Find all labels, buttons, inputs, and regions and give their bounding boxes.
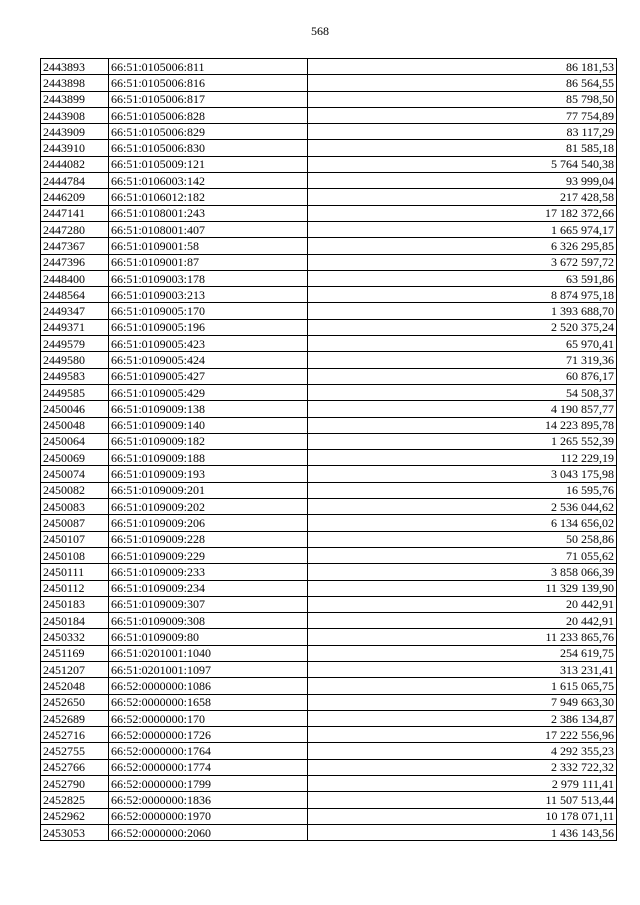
table-row bbox=[41, 417, 617, 433]
value-cell: 1 265 552,39 bbox=[308, 433, 617, 449]
cadastral-number-cell: 66:51:0109001:58 bbox=[109, 238, 308, 254]
value-cell: 1 665 974,17 bbox=[308, 221, 617, 237]
cadastral-number-cell: 66:51:0109009:206 bbox=[109, 515, 308, 531]
cadastral-number-cell: 66:51:0109005:429 bbox=[109, 384, 308, 400]
table-row bbox=[41, 59, 617, 75]
data-table bbox=[40, 58, 617, 841]
row-id-cell: 2449585 bbox=[41, 384, 109, 400]
cadastral-number-cell: 66:51:0109005:170 bbox=[109, 303, 308, 319]
value-cell: 217 428,58 bbox=[308, 189, 617, 205]
cadastral-number-cell: 66:51:0105006:816 bbox=[109, 75, 308, 91]
table-row bbox=[41, 808, 617, 824]
table-row bbox=[41, 759, 617, 775]
row-id-cell: 2450069 bbox=[41, 450, 109, 466]
table-row bbox=[41, 91, 617, 107]
value-cell: 17 222 556,96 bbox=[308, 727, 617, 743]
cadastral-number-cell: 66:51:0108001:243 bbox=[109, 205, 308, 221]
value-cell: 86 564,55 bbox=[308, 75, 617, 91]
table-row bbox=[41, 401, 617, 417]
cadastral-number-cell: 66:51:0105006:829 bbox=[109, 124, 308, 140]
value-cell: 17 182 372,66 bbox=[308, 205, 617, 221]
value-cell: 2 386 134,87 bbox=[308, 710, 617, 726]
table-row bbox=[41, 287, 617, 303]
table-row bbox=[41, 75, 617, 91]
table-row bbox=[41, 580, 617, 596]
cadastral-number-cell: 66:52:0000000:1086 bbox=[109, 678, 308, 694]
row-id-cell: 2450183 bbox=[41, 596, 109, 612]
cadastral-number-cell: 66:51:0105009:121 bbox=[109, 156, 308, 172]
value-cell: 11 233 865,76 bbox=[308, 629, 617, 645]
table-row bbox=[41, 661, 617, 677]
row-id-cell: 2443898 bbox=[41, 75, 109, 91]
table-row bbox=[41, 564, 617, 580]
cadastral-number-cell: 66:51:0109009:80 bbox=[109, 629, 308, 645]
table-row bbox=[41, 547, 617, 563]
value-cell: 2 332 722,32 bbox=[308, 759, 617, 775]
cadastral-number-cell: 66:51:0109009:229 bbox=[109, 547, 308, 563]
table-row bbox=[41, 433, 617, 449]
table-row bbox=[41, 173, 617, 189]
row-id-cell: 2453053 bbox=[41, 824, 109, 840]
value-cell: 85 798,50 bbox=[308, 91, 617, 107]
table-row bbox=[41, 710, 617, 726]
table-row bbox=[41, 221, 617, 237]
table-body bbox=[41, 59, 617, 841]
value-cell: 3 043 175,98 bbox=[308, 466, 617, 482]
value-cell: 81 585,18 bbox=[308, 140, 617, 156]
cadastral-number-cell: 66:51:0109009:201 bbox=[109, 482, 308, 498]
row-id-cell: 2447141 bbox=[41, 205, 109, 221]
table-row bbox=[41, 645, 617, 661]
value-cell: 71 055,62 bbox=[308, 547, 617, 563]
value-cell: 6 134 656,02 bbox=[308, 515, 617, 531]
row-id-cell: 2450108 bbox=[41, 547, 109, 563]
cadastral-number-cell: 66:51:0105006:811 bbox=[109, 59, 308, 75]
cadastral-number-cell: 66:51:0109009:308 bbox=[109, 613, 308, 629]
table-row bbox=[41, 694, 617, 710]
cadastral-number-cell: 66:51:0109005:427 bbox=[109, 368, 308, 384]
row-id-cell: 2452766 bbox=[41, 759, 109, 775]
cadastral-number-cell: 66:51:0106003:142 bbox=[109, 173, 308, 189]
row-id-cell: 2450046 bbox=[41, 401, 109, 417]
table-row bbox=[41, 140, 617, 156]
table-row bbox=[41, 629, 617, 645]
row-id-cell: 2452962 bbox=[41, 808, 109, 824]
row-id-cell: 2450074 bbox=[41, 466, 109, 482]
cadastral-number-cell: 66:52:0000000:1764 bbox=[109, 743, 308, 759]
table-row bbox=[41, 254, 617, 270]
row-id-cell: 2443910 bbox=[41, 140, 109, 156]
table-row bbox=[41, 727, 617, 743]
table-row bbox=[41, 482, 617, 498]
cadastral-number-cell: 66:51:0201001:1040 bbox=[109, 645, 308, 661]
value-cell: 11 329 139,90 bbox=[308, 580, 617, 596]
value-cell: 5 764 540,38 bbox=[308, 156, 617, 172]
value-cell: 1 393 688,70 bbox=[308, 303, 617, 319]
cadastral-number-cell: 66:52:0000000:2060 bbox=[109, 824, 308, 840]
table-row bbox=[41, 270, 617, 286]
row-id-cell: 2447280 bbox=[41, 221, 109, 237]
value-cell: 2 536 044,62 bbox=[308, 499, 617, 515]
row-id-cell: 2450184 bbox=[41, 613, 109, 629]
value-cell: 63 591,86 bbox=[308, 270, 617, 286]
cadastral-number-cell: 66:52:0000000:1799 bbox=[109, 776, 308, 792]
cadastral-number-cell: 66:51:0201001:1097 bbox=[109, 661, 308, 677]
row-id-cell: 2450082 bbox=[41, 482, 109, 498]
cadastral-number-cell: 66:51:0109009:233 bbox=[109, 564, 308, 580]
table-row bbox=[41, 466, 617, 482]
row-id-cell: 2447367 bbox=[41, 238, 109, 254]
cadastral-number-cell: 66:51:0109009:193 bbox=[109, 466, 308, 482]
table-row bbox=[41, 499, 617, 515]
cadastral-number-cell: 66:51:0109005:196 bbox=[109, 319, 308, 335]
value-cell: 3 672 597,72 bbox=[308, 254, 617, 270]
cadastral-number-cell: 66:51:0109003:213 bbox=[109, 287, 308, 303]
table-row bbox=[41, 776, 617, 792]
value-cell: 71 319,36 bbox=[308, 352, 617, 368]
row-id-cell: 2452790 bbox=[41, 776, 109, 792]
table-row bbox=[41, 238, 617, 254]
value-cell: 254 619,75 bbox=[308, 645, 617, 661]
row-id-cell: 2451207 bbox=[41, 661, 109, 677]
table-row bbox=[41, 743, 617, 759]
cadastral-number-cell: 66:52:0000000:1970 bbox=[109, 808, 308, 824]
table-row bbox=[41, 450, 617, 466]
cadastral-number-cell: 66:51:0105006:828 bbox=[109, 107, 308, 123]
value-cell: 313 231,41 bbox=[308, 661, 617, 677]
value-cell: 6 326 295,85 bbox=[308, 238, 617, 254]
value-cell: 60 876,17 bbox=[308, 368, 617, 384]
cadastral-number-cell: 66:51:0105006:817 bbox=[109, 91, 308, 107]
cadastral-number-cell: 66:51:0109009:182 bbox=[109, 433, 308, 449]
value-cell: 50 258,86 bbox=[308, 531, 617, 547]
row-id-cell: 2449580 bbox=[41, 352, 109, 368]
row-id-cell: 2450083 bbox=[41, 499, 109, 515]
cadastral-number-cell: 66:52:0000000:1836 bbox=[109, 792, 308, 808]
value-cell: 65 970,41 bbox=[308, 336, 617, 352]
row-id-cell: 2449371 bbox=[41, 319, 109, 335]
cadastral-number-cell: 66:51:0109009:138 bbox=[109, 401, 308, 417]
row-id-cell: 2444784 bbox=[41, 173, 109, 189]
cadastral-number-cell: 66:51:0109009:234 bbox=[109, 580, 308, 596]
value-cell: 1 436 143,56 bbox=[308, 824, 617, 840]
value-cell: 83 117,29 bbox=[308, 124, 617, 140]
row-id-cell: 2450111 bbox=[41, 564, 109, 580]
cadastral-number-cell: 66:51:0109009:228 bbox=[109, 531, 308, 547]
row-id-cell: 2450332 bbox=[41, 629, 109, 645]
row-id-cell: 2447396 bbox=[41, 254, 109, 270]
value-cell: 16 595,76 bbox=[308, 482, 617, 498]
table-row bbox=[41, 368, 617, 384]
value-cell: 2 520 375,24 bbox=[308, 319, 617, 335]
page-number: 568 bbox=[311, 24, 329, 38]
table-row bbox=[41, 319, 617, 335]
row-id-cell: 2450064 bbox=[41, 433, 109, 449]
table-row bbox=[41, 678, 617, 694]
row-id-cell: 2448564 bbox=[41, 287, 109, 303]
value-cell: 4 190 857,77 bbox=[308, 401, 617, 417]
cadastral-number-cell: 66:51:0106012:182 bbox=[109, 189, 308, 205]
table-row bbox=[41, 792, 617, 808]
value-cell: 7 949 663,30 bbox=[308, 694, 617, 710]
cadastral-number-cell: 66:52:0000000:1774 bbox=[109, 759, 308, 775]
row-id-cell: 2449583 bbox=[41, 368, 109, 384]
table-row bbox=[41, 205, 617, 221]
row-id-cell: 2452689 bbox=[41, 710, 109, 726]
row-id-cell: 2444082 bbox=[41, 156, 109, 172]
value-cell: 20 442,91 bbox=[308, 613, 617, 629]
row-id-cell: 2450107 bbox=[41, 531, 109, 547]
value-cell: 4 292 355,23 bbox=[308, 743, 617, 759]
row-id-cell: 2443909 bbox=[41, 124, 109, 140]
value-cell: 3 858 066,39 bbox=[308, 564, 617, 580]
row-id-cell: 2452650 bbox=[41, 694, 109, 710]
table-row bbox=[41, 189, 617, 205]
value-cell: 2 979 111,41 bbox=[308, 776, 617, 792]
cadastral-number-cell: 66:52:0000000:1726 bbox=[109, 727, 308, 743]
table-row bbox=[41, 336, 617, 352]
table-row bbox=[41, 515, 617, 531]
row-id-cell: 2443908 bbox=[41, 107, 109, 123]
cadastral-number-cell: 66:51:0109005:423 bbox=[109, 336, 308, 352]
cadastral-number-cell: 66:51:0108001:407 bbox=[109, 221, 308, 237]
row-id-cell: 2449347 bbox=[41, 303, 109, 319]
row-id-cell: 2452716 bbox=[41, 727, 109, 743]
value-cell: 77 754,89 bbox=[308, 107, 617, 123]
cadastral-number-cell: 66:51:0109005:424 bbox=[109, 352, 308, 368]
table-row bbox=[41, 384, 617, 400]
cadastral-number-cell: 66:51:0109003:178 bbox=[109, 270, 308, 286]
value-cell: 1 615 065,75 bbox=[308, 678, 617, 694]
value-cell: 93 999,04 bbox=[308, 173, 617, 189]
value-cell: 8 874 975,18 bbox=[308, 287, 617, 303]
value-cell: 11 507 513,44 bbox=[308, 792, 617, 808]
row-id-cell: 2452825 bbox=[41, 792, 109, 808]
cadastral-number-cell: 66:52:0000000:1658 bbox=[109, 694, 308, 710]
row-id-cell: 2450087 bbox=[41, 515, 109, 531]
cadastral-number-cell: 66:51:0109009:202 bbox=[109, 499, 308, 515]
row-id-cell: 2443893 bbox=[41, 59, 109, 75]
row-id-cell: 2449579 bbox=[41, 336, 109, 352]
cadastral-number-cell: 66:51:0109001:87 bbox=[109, 254, 308, 270]
cadastral-number-cell: 66:51:0109009:140 bbox=[109, 417, 308, 433]
table-row bbox=[41, 531, 617, 547]
row-id-cell: 2450112 bbox=[41, 580, 109, 596]
row-id-cell: 2443899 bbox=[41, 91, 109, 107]
table-row bbox=[41, 824, 617, 840]
value-cell: 86 181,53 bbox=[308, 59, 617, 75]
value-cell: 14 223 895,78 bbox=[308, 417, 617, 433]
row-id-cell: 2451169 bbox=[41, 645, 109, 661]
row-id-cell: 2446209 bbox=[41, 189, 109, 205]
value-cell: 54 508,37 bbox=[308, 384, 617, 400]
row-id-cell: 2452755 bbox=[41, 743, 109, 759]
table-row bbox=[41, 156, 617, 172]
value-cell: 20 442,91 bbox=[308, 596, 617, 612]
table-row bbox=[41, 107, 617, 123]
table-row bbox=[41, 303, 617, 319]
cadastral-number-cell: 66:51:0105006:830 bbox=[109, 140, 308, 156]
cadastral-number-cell: 66:51:0109009:188 bbox=[109, 450, 308, 466]
table-row bbox=[41, 613, 617, 629]
table-row bbox=[41, 596, 617, 612]
row-id-cell: 2452048 bbox=[41, 678, 109, 694]
cadastral-number-cell: 66:52:0000000:170 bbox=[109, 710, 308, 726]
row-id-cell: 2448400 bbox=[41, 270, 109, 286]
value-cell: 112 229,19 bbox=[308, 450, 617, 466]
value-cell: 10 178 071,11 bbox=[308, 808, 617, 824]
table-row bbox=[41, 352, 617, 368]
row-id-cell: 2450048 bbox=[41, 417, 109, 433]
table-row bbox=[41, 124, 617, 140]
cadastral-number-cell: 66:51:0109009:307 bbox=[109, 596, 308, 612]
